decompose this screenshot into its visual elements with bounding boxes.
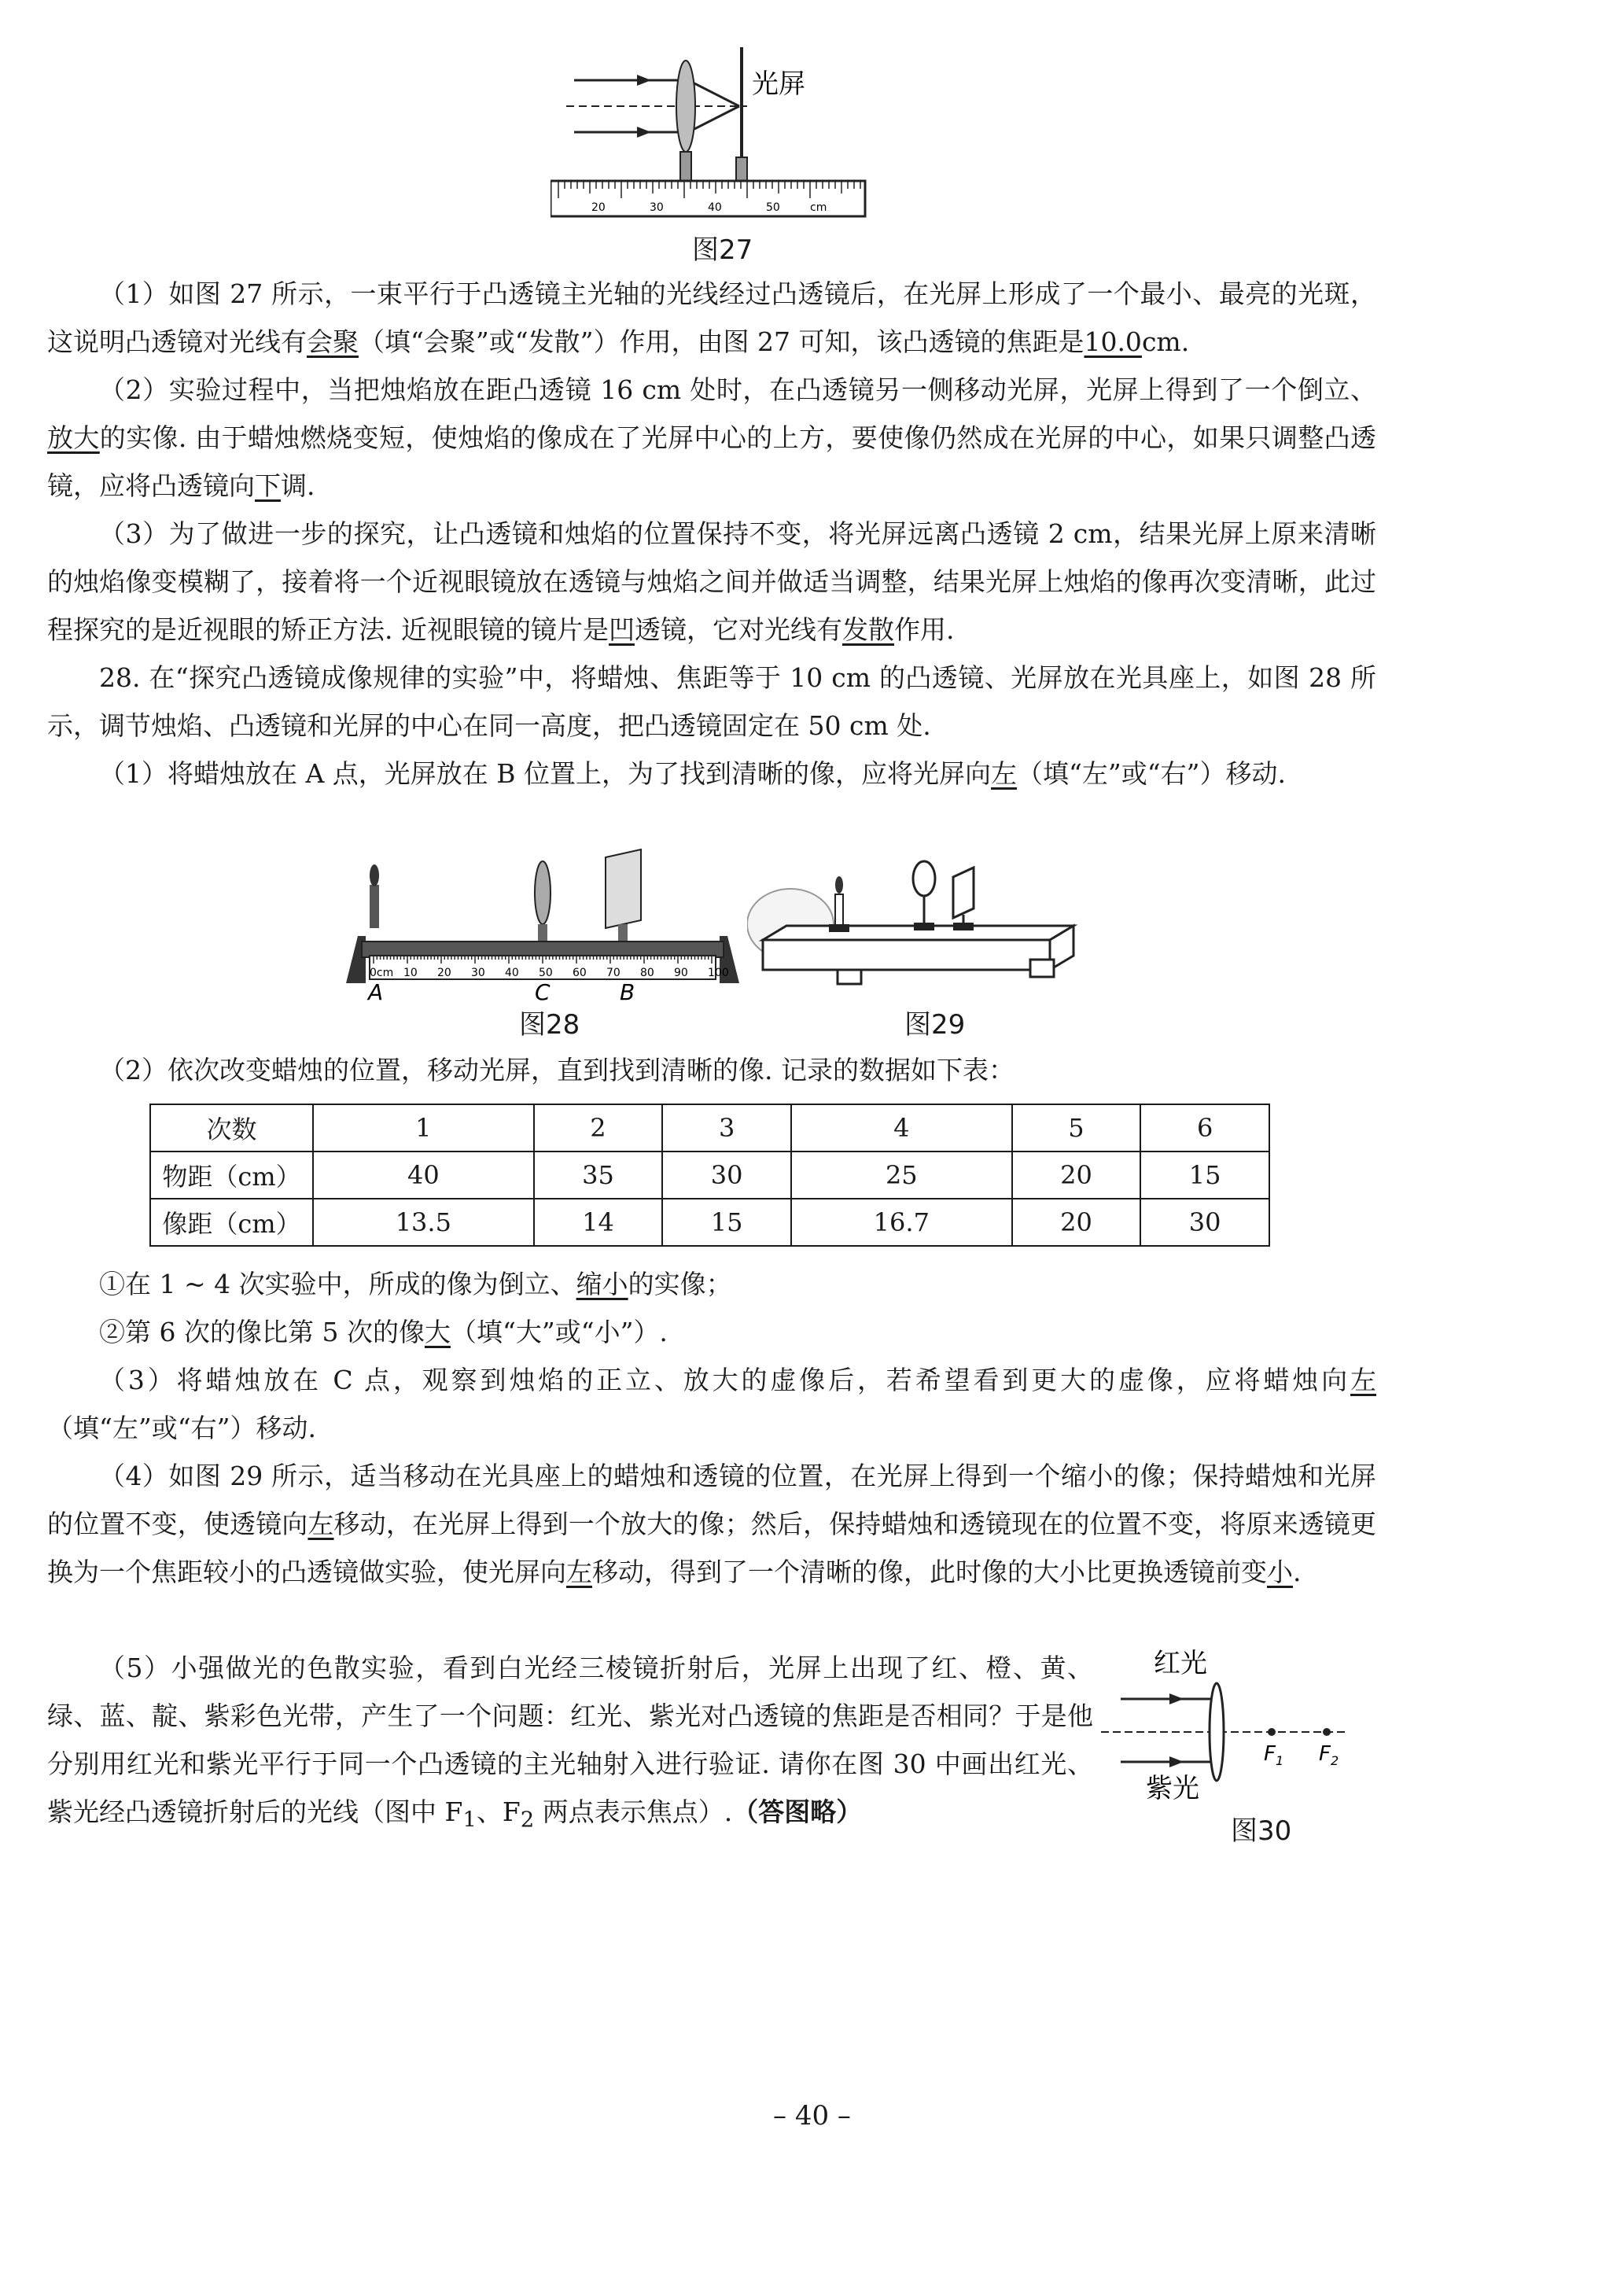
bench-tick-label: 80 [640,967,654,979]
q27-part2: （2）实验过程中，当把烛焰放在距凸透镜 16 cm 处时，在凸透镜另一侧移动光屏，光屏上得到了一个倒立、放大的实像. 由于蜡烛燃烧变短，使烛焰的像成在了光屏中心的上方，要使像仍然成在光屏的中心，如果只调整凸透镜，应将凸透镜向下调. [47,374,1377,501]
leg-right [1030,960,1054,977]
table-cell: 30 [662,1152,791,1199]
bench-tick-label: 20 [437,967,451,979]
table-cell: 35 [534,1152,663,1199]
convex-lens [676,61,695,152]
bench-tick-label: 90 [674,967,688,979]
bench-tick-label: 10 [403,967,418,979]
q28-part1: （1）将蜡烛放在 A 点，光屏放在 B 位置上，为了找到清晰的像，应将光屏向左（填“左”或“右”）移动. [99,758,1287,789]
q28-sub1: ①在 1 ~ 4 次实验中，所成的像为倒立、缩小的实像； [99,1269,732,1299]
table-cell: 40 [313,1152,534,1199]
table-cell: 6 [1140,1104,1269,1152]
violet-light-label: 紫光 [1146,1773,1199,1804]
table-cell: 20 [1012,1152,1141,1199]
q27-part3: （3）为了做进一步的探究，让凸透镜和烛焰的位置保持不变，将光屏远离凸透镜 2 cm，结果光屏上原来清晰的烛焰像变模糊了，接着将一个近视眼镜放在透镜与烛焰之间并做适当调整，结果光屏上烛焰的像再次变清晰，此过程探究的是近视眼的矫正方法. 近视眼镜的镜片是凹透镜，它对光线有发散作用. [47,518,1376,645]
figure-27 [551,31,881,220]
figure-28 [346,846,739,1003]
answer-left-1: 左 [991,758,1018,789]
answer-concave: 凹 [608,614,635,645]
q28-intro: 28. 在“探究凸透镜成像规律的实验”中，将蜡烛、焦距等于 10 cm 的凸透镜、光屏放在光具座上，如图 28 所示，调节烛焰、凸透镜和光屏的中心在同一高度，把凸透镜固定在 50 cm 处. [47,662,1376,741]
answer-larger: 大 [424,1317,451,1347]
bench-tick-label: 70 [606,967,621,979]
q28-part4: （4）如图 29 所示，适当移动在光具座上的蜡烛和透镜的位置，在光屏上得到一个缩小的像；保持蜡烛和光屏的位置不变，使透镜向左移动，在光屏上得到一个放大的像；然后，保持蜡烛和透镜现在的位置不变，将原来透镜更换为一个焦距较小的凸透镜做实验，使光屏向左移动，得到了一个清晰的像，此时像的大小比更换透镜前变小. [47,1461,1377,1587]
red-light-label: 红光 [1154,1648,1207,1679]
answer-omitted: （答图略） [732,1796,863,1827]
point-a-label: A [368,979,384,1003]
arrow-top [637,75,651,86]
candle-base [829,924,849,932]
table-cell: 25 [791,1152,1012,1199]
q28-sub2: ②第 6 次的像比第 5 次的像大（填“大”或“小”）. [99,1317,668,1347]
candle-flame [835,876,843,894]
ruler-label-20: 20 [591,201,606,214]
table-cell: 15 [662,1199,791,1246]
answer-reduced: 缩小 [576,1269,628,1299]
answer-diverge: 发散 [841,614,894,645]
q28-part5: （5）小强做光的色散实验，看到白光经三棱镜折射后，光屏上出现了红、橙、黄、绿、蓝、靛、紫彩色光带，产生了一个问题：红光、紫光对凸透镜的焦距是否相同？于是他分别用红光和紫光平行于同一个凸透镜的主光轴射入进行验证. 请你在图 30 中画出红光、紫光经凸透镜折射后的光线（图中 $F_1$、$F_2$ 两点表示焦点）.（答图略） [47,1653,1093,1833]
focus-f2-label: $F_2$ [1319,1742,1339,1768]
table-cell: 像距（cm） [150,1199,313,1246]
point-c-label: C [535,979,551,1003]
arrow-bottom [637,127,651,138]
bench-tick-label: 100 [708,967,729,979]
screen-b [606,849,641,928]
flame-a [370,864,379,886]
lens [913,861,935,896]
q28-part3: （3）将蜡烛放在 C 点，观察到烛焰的正立、放大的虚像后，若希望看到更大的虚像，应将蜡烛向左（填“左”或“右”）移动. [47,1365,1376,1443]
table-cell: 14 [534,1199,663,1246]
screen-base [953,923,974,930]
screen [953,868,974,918]
table-cell: 3 [662,1104,791,1152]
focus-f1-point [1268,1728,1276,1736]
bench-tick-label: 30 [471,967,485,979]
table-cell: 16.7 [791,1199,1012,1246]
bench-tick-label: 40 [505,967,519,979]
answer-focal-length: 10.0 [1084,326,1142,357]
figure-30 [1097,1644,1357,1817]
focus-f1-label: $F_1$ [1264,1742,1284,1768]
bench-tick-label: 0cm [370,967,394,979]
answer-magnified: 放大 [47,422,100,453]
table-cell: 1 [313,1104,534,1152]
table-cell: 次数 [150,1104,313,1152]
bench-tick-label: 60 [573,967,587,979]
answer-left-3: 左 [1350,1365,1376,1395]
lens-c [535,861,551,924]
table-cell: 20 [1012,1199,1141,1246]
q27-part1: （1）如图 27 所示，一束平行于凸透镜主光轴的光线经过凸透镜后，在光屏上形成了一个最小、最亮的光斑，这说明凸透镜对光线有会聚（填“会聚”或“发散”）作用，由图 27 可知，该凸透镜的焦距是10.0cm. [47,278,1376,357]
screen-label: 光屏 [752,68,805,100]
table-cell: 30 [1140,1199,1269,1246]
table-row [150,1199,1269,1246]
answer-smaller: 小 [1267,1557,1293,1587]
ruler-unit: cm [810,201,827,214]
page-number: – 40 – [773,2100,851,2132]
ruler-label-40: 40 [708,201,722,214]
bench-front [763,940,1050,970]
ruler-label-50: 50 [766,201,780,214]
lens-holder [680,152,691,182]
bench-tick-label: 50 [539,967,553,979]
violet-ray-arrow [1169,1756,1184,1767]
fig30-lens [1210,1683,1224,1781]
candle-a [370,885,379,928]
figure-30-caption: 图30 [1231,1815,1292,1847]
table-cell: 13.5 [313,1199,534,1246]
q28-part2: （2）依次改变蜡烛的位置，移动光屏，直到找到清晰的像. 记录的数据如下表： [99,1055,1015,1085]
table-row [150,1152,1269,1199]
lens-base [914,923,934,930]
figure-27-caption: 图27 [692,234,753,266]
point-b-label: B [620,979,635,1003]
answer-converge: 会聚 [307,326,359,357]
table-cell: 5 [1012,1104,1141,1152]
figure-29 [747,853,1085,991]
ruler-label-30: 30 [650,201,664,214]
answer-left-4a: 左 [307,1509,334,1539]
answer-down: 下 [255,470,281,501]
candle [835,894,843,927]
table-cell: 4 [791,1104,1012,1152]
leg-left [838,970,861,984]
red-ray-arrow [1169,1693,1184,1704]
figure-29-caption: 图29 [904,1009,966,1041]
data-table [149,1104,1270,1247]
table-header-row [150,1104,1269,1152]
screen-holder [736,157,747,182]
focus-f2-point [1323,1728,1331,1736]
table-cell: 物距（cm） [150,1152,313,1199]
answer-left-4b: 左 [566,1557,592,1587]
table-cell: 15 [1140,1152,1269,1199]
figure-28-caption: 图28 [519,1009,580,1041]
table-cell: 2 [534,1104,663,1152]
